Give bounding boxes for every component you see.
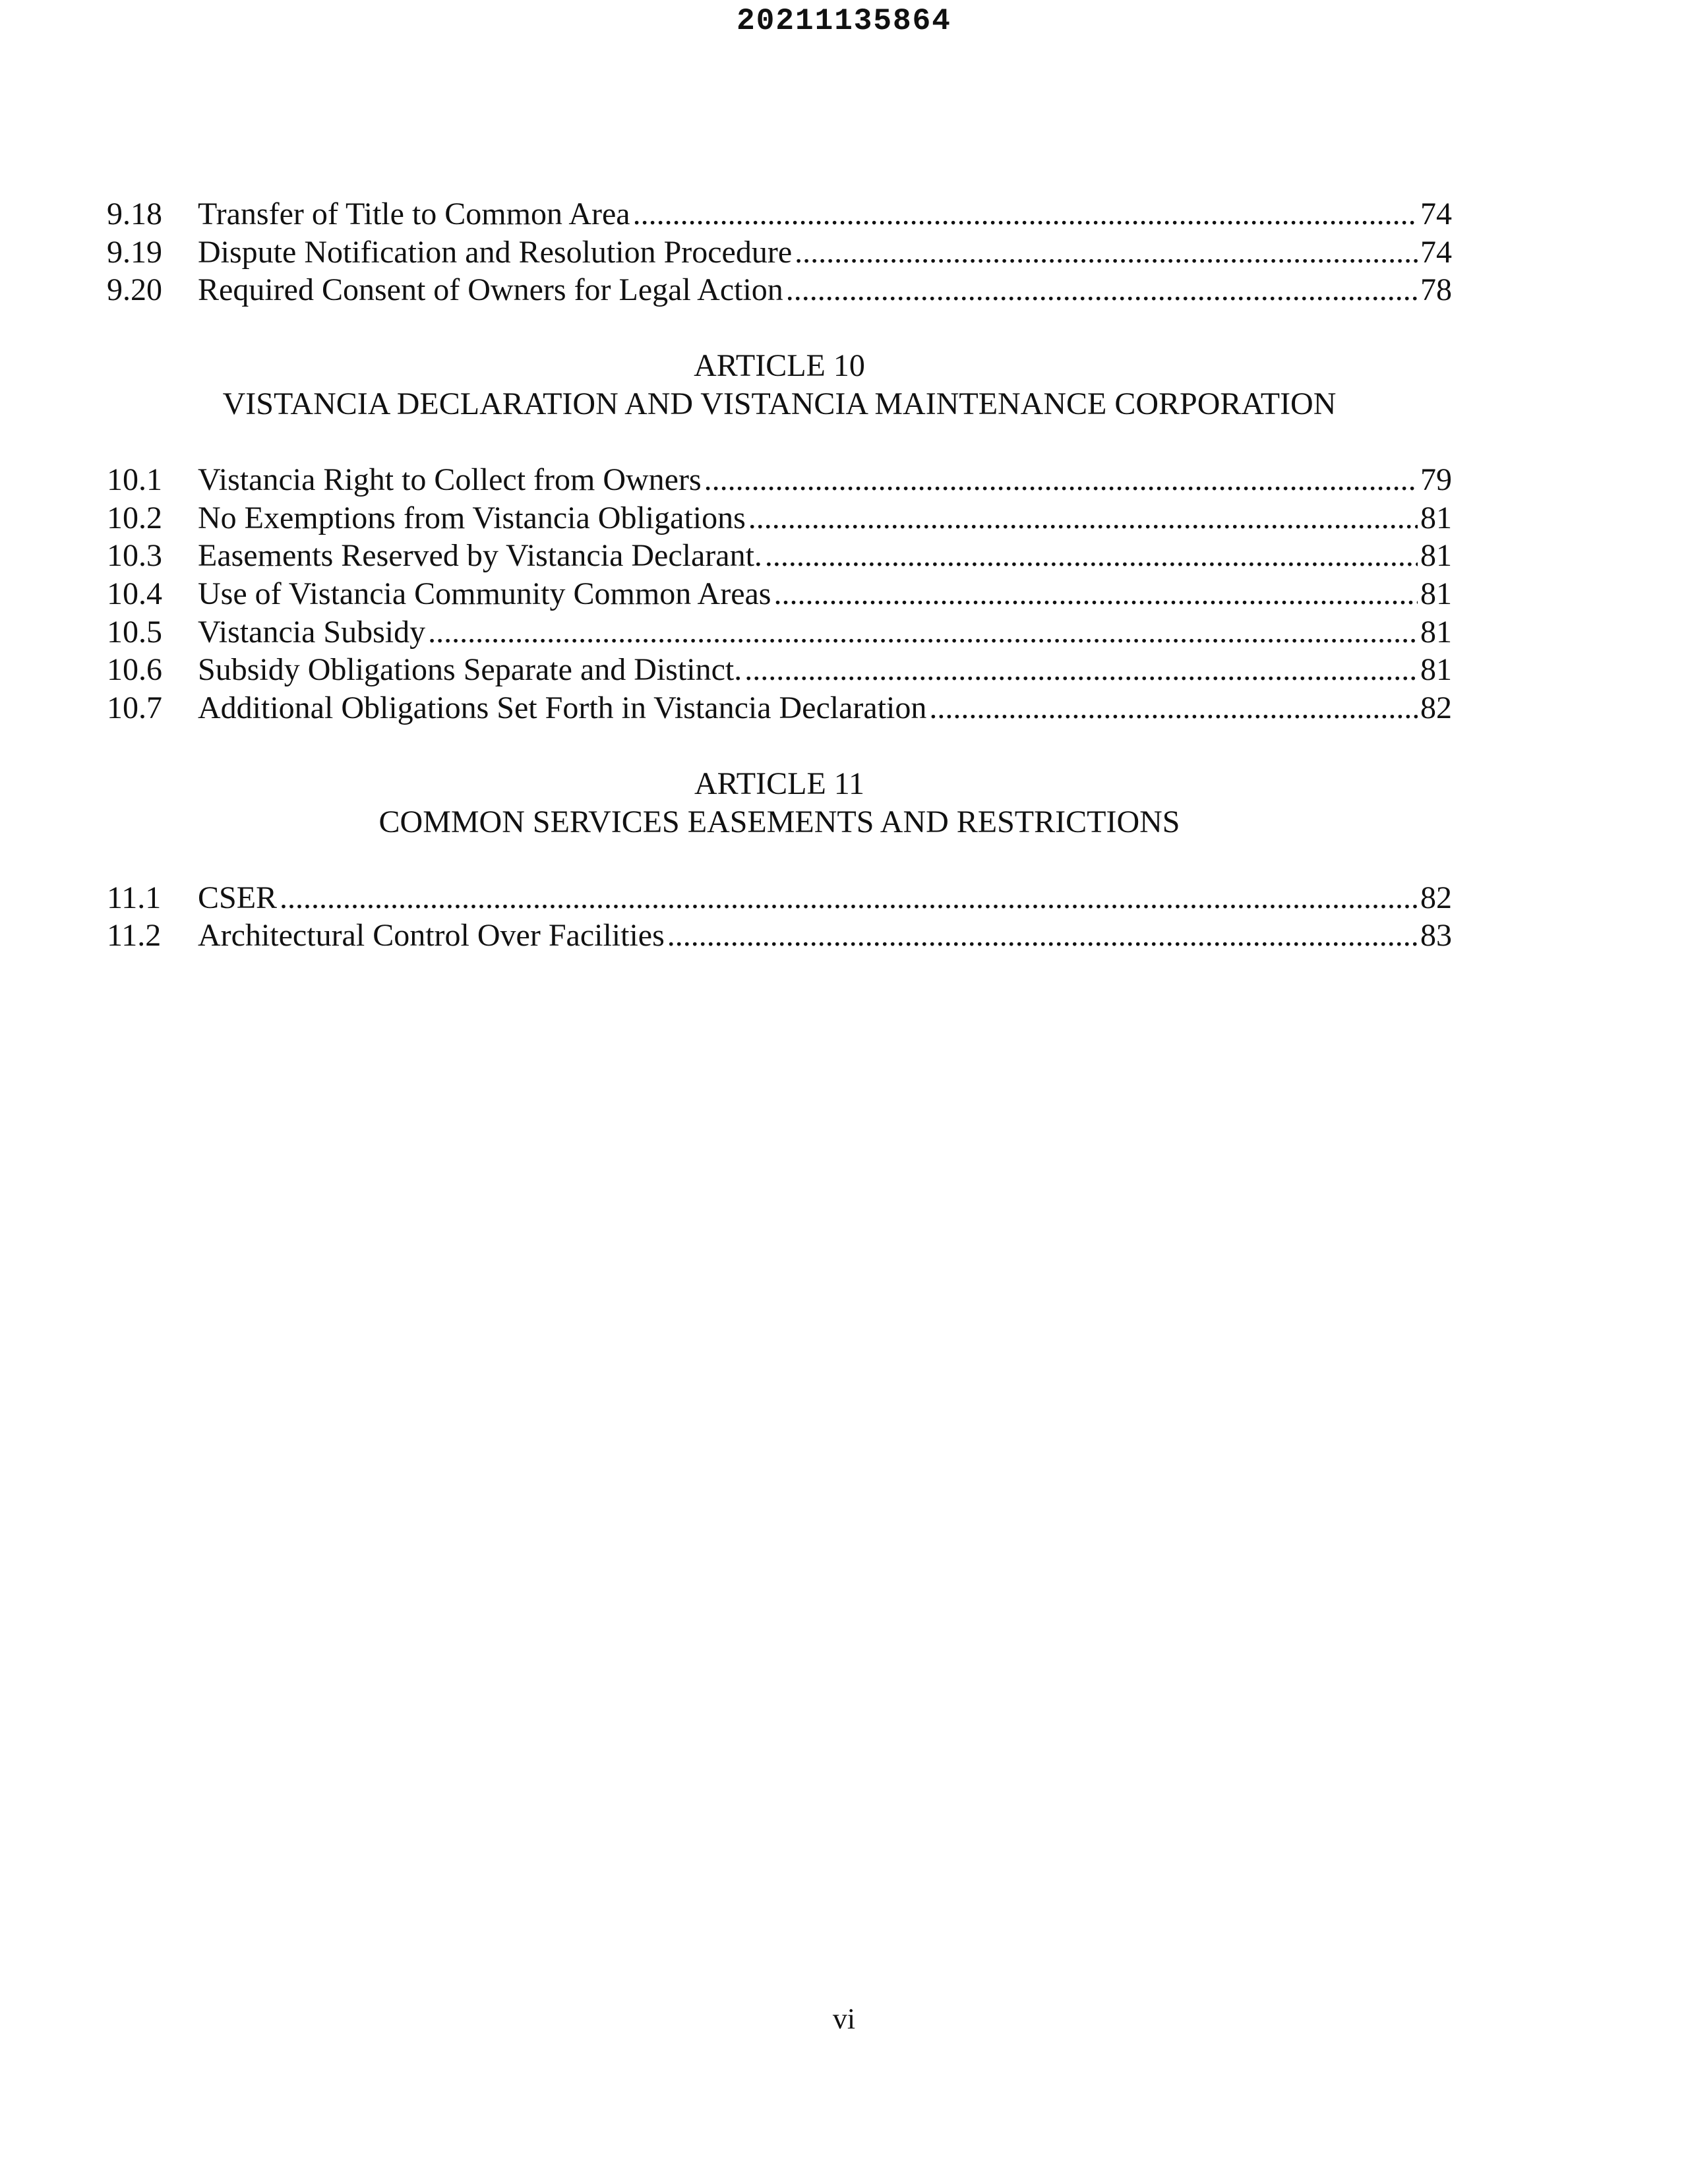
article-11-heading-block (107, 765, 1452, 841)
toc-page-number: 82 (1420, 880, 1452, 915)
toc-section-title: No Exemptions from Vistancia Obligations (198, 500, 746, 535)
toc-section-number: 10.1 (107, 462, 162, 498)
toc-page-number: 83 (1420, 918, 1452, 954)
toc-section-number: 11.2 (107, 918, 162, 954)
toc-page-number: 79 (1420, 462, 1452, 498)
toc-entry[interactable] (107, 575, 1452, 613)
toc-section-title: Vistancia Right to Collect from Owners (198, 462, 702, 498)
article-label: ARTICLE 10 (694, 348, 865, 384)
toc-entry[interactable] (107, 651, 1452, 689)
article-10-heading-block (107, 347, 1452, 423)
toc-entry[interactable] (107, 271, 1452, 309)
toc-section-number: 10.3 (107, 538, 162, 574)
toc-dot-leader (786, 271, 1418, 309)
toc-page-number: 81 (1420, 500, 1452, 535)
toc-entry[interactable] (107, 879, 1452, 917)
toc-section-number: 9.19 (107, 234, 162, 270)
toc-dot-leader (744, 651, 1418, 689)
article-heading: COMMON SERVICES EASEMENTS AND RESTRICTIONS (378, 804, 1180, 839)
toc-section-title: Dispute Notification and Resolution Procedure (198, 234, 793, 270)
toc-group-article-11 (107, 879, 1452, 955)
toc-section-title: Easements Reserved by Vistancia Declarant. (198, 538, 762, 574)
article-heading: VISTANCIA DECLARATION AND VISTANCIA MAINTENANCE CORPORATION (222, 386, 1337, 421)
toc-page-number: 78 (1420, 272, 1452, 308)
toc-entry[interactable] (107, 499, 1452, 537)
toc-section-number: 10.7 (107, 690, 162, 725)
toc-section-title: Transfer of Title to Common Area (198, 197, 630, 231)
toc-entry[interactable] (107, 613, 1452, 652)
toc-entry[interactable] (107, 689, 1452, 727)
toc-section-number: 10.2 (107, 500, 162, 535)
toc-page-number: 81 (1420, 576, 1452, 611)
toc-group-article-10 (107, 461, 1452, 727)
toc-dot-leader (428, 613, 1418, 652)
toc-section-title: Vistancia Subsidy (198, 614, 426, 650)
toc-entry[interactable] (107, 537, 1452, 575)
toc-section-number: 10.5 (107, 614, 162, 650)
toc-dot-leader (795, 233, 1418, 272)
toc-section-number: 11.1 (107, 880, 162, 915)
toc-entry[interactable] (107, 195, 1452, 233)
toc-dot-leader (667, 917, 1418, 955)
toc-entry[interactable] (107, 461, 1452, 499)
toc-dot-leader (765, 537, 1418, 575)
toc-page-number: 74 (1420, 234, 1452, 270)
toc-entry[interactable] (107, 233, 1452, 272)
toc-page-number: 81 (1420, 614, 1452, 650)
toc-section-title: CSER (198, 880, 278, 915)
toc-dot-leader (280, 879, 1418, 917)
toc-entry[interactable] (107, 917, 1452, 955)
toc-section-title: Required Consent of Owners for Legal Action (198, 272, 783, 308)
toc-page-number: 74 (1420, 197, 1452, 231)
toc-group-article-9 (107, 195, 1452, 309)
toc-page-number: 81 (1420, 652, 1452, 688)
toc-section-number: 9.18 (107, 197, 162, 231)
article-label: ARTICLE 11 (694, 766, 864, 801)
document-number: 20211135864 (737, 4, 951, 38)
toc-section-number: 10.4 (107, 576, 162, 611)
toc-section-title: Subsidy Obligations Separate and Distinct. (198, 652, 742, 688)
toc-section-number: 9.20 (107, 272, 162, 308)
toc-section-title: Architectural Control Over Facilities (198, 918, 665, 954)
toc-dot-leader (704, 461, 1418, 499)
toc-section-title: Additional Obligations Set Forth in Vistancia Declaration (198, 690, 927, 725)
toc-page-number: 82 (1420, 690, 1452, 725)
page-number-footer: vi (832, 2003, 856, 2035)
table-of-contents (107, 195, 1452, 955)
toc-page-number: 81 (1420, 538, 1452, 574)
toc-section-title: Use of Vistancia Community Common Areas (198, 576, 771, 611)
toc-dot-leader (929, 689, 1418, 727)
toc-dot-leader (748, 499, 1418, 537)
toc-dot-leader (773, 575, 1418, 613)
toc-dot-leader (633, 195, 1418, 233)
toc-section-number: 10.6 (107, 652, 162, 688)
